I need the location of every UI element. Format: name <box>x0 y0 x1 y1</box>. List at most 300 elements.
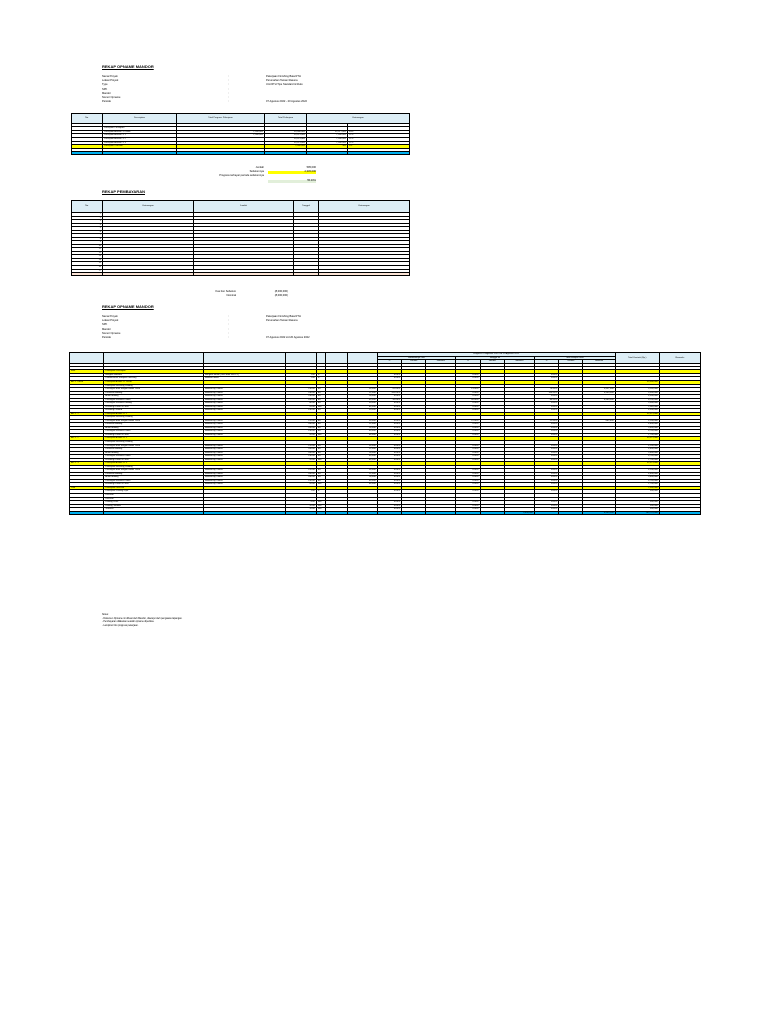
cell-keterangan-value: 7,500,000 <box>307 137 348 141</box>
cell-progress: 1,000,000 <box>177 134 265 138</box>
cell-no: 2 <box>72 216 103 220</box>
note-line: Notes: <box>102 614 109 616</box>
cell-pct-week: 21.00% <box>456 419 480 423</box>
info-label: Lokasi Proyek <box>102 318 119 322</box>
cell-description: Ventilasi <box>104 508 204 512</box>
sheet2-payment-table <box>71 200 410 276</box>
cell-volume: 150.00 <box>285 430 316 434</box>
cell-total-kontrak: 4,200,000 <box>615 419 659 423</box>
cell-nominal: 6,480,000 <box>583 398 615 402</box>
cell-description: Pasangan Keramik Lantai <box>104 398 204 402</box>
cell-total-kontrak: 4,400,000 <box>615 448 659 452</box>
cell-spec: Material by Owner <box>203 483 285 487</box>
cell-description: Pekerjaan Finishing Dinding <box>104 416 204 420</box>
cell-description: Plesteran dinding <box>104 448 204 452</box>
cell-total-kontrak: 1,700,000 <box>615 483 659 487</box>
cell-pct-total: 100.00% <box>534 391 558 395</box>
header-keterangan: Keterangan <box>103 201 194 213</box>
cell-price: 18,000 <box>347 476 377 480</box>
cell-pct-week: 0.00% <box>456 409 480 413</box>
info-colon: : <box>228 96 229 100</box>
cell-pct-total: 0.00% <box>534 504 558 508</box>
grand-total-row <box>70 511 701 515</box>
cell-pct-week: 0.00% <box>456 402 480 406</box>
cell-total-kontrak: 1,700,000 <box>615 458 659 462</box>
header-tanggal: Tanggal <box>294 201 319 213</box>
section-code: Ars L. 3 <box>70 462 104 466</box>
cell-pct-week: 0.00% <box>456 426 480 430</box>
cell-volume: 1.00 <box>285 490 316 494</box>
cell-no: 6 <box>72 230 103 234</box>
summary-label: Kas bon Sebelum <box>215 289 236 293</box>
cell-description: Pekerjaan Arsitek Lt. 2 <box>103 137 177 141</box>
info-colon: : <box>228 74 229 78</box>
cell-price: 22,000 <box>347 472 377 476</box>
section-code: Ars L. 1 <box>70 412 104 416</box>
cell-description: Finishing Kusen & Pintu <box>104 483 204 487</box>
note-line: - Dokumen Opname ini dibuat oleh Mandor, disetujui oleh pengawas lapangan. <box>102 617 183 620</box>
cell-volume: 120.00 <box>285 419 316 423</box>
info-colon: : <box>228 78 229 82</box>
cell-description: Bongkar Material <box>104 373 204 377</box>
cell-description: Pekerjaan Arsitek Lt. Dasar <box>103 130 177 134</box>
header-blank-7 <box>347 353 377 364</box>
cell-pct-total: 0.00% <box>534 426 558 430</box>
cell-total-kontrak: 500,000 <box>615 490 659 494</box>
cell-volume: 24.00 <box>285 405 316 409</box>
cell-total-kontrak: 500,000 <box>615 508 659 512</box>
cell-volume: 10.00 <box>285 504 316 508</box>
info-colon: : <box>228 87 229 91</box>
cell-pct-total: 0.00% <box>534 433 558 437</box>
total-bar-cell <box>72 151 103 154</box>
header-total-progress: Total Progress Pekerjaan <box>177 114 265 124</box>
total-bar-cell <box>307 151 348 154</box>
cell-no: 1 <box>72 213 103 217</box>
cell-spec: Material by Owner <box>203 395 285 399</box>
summary-label: Progress terbayar periode sebelumnya <box>219 174 264 178</box>
info-label: Nomor Opname <box>102 96 121 100</box>
cell-pct-prev: 0.00% <box>377 430 401 434</box>
cell-description: Acian dinding <box>104 476 204 480</box>
cell-progress: 1,500,000 <box>177 130 265 134</box>
grand-total-cumulative: 4,400,000 <box>583 511 615 515</box>
info-value: Perumahan Taman Rasuna <box>266 78 298 82</box>
section-code: Lain <box>70 486 104 490</box>
cell-description: Pekerjaan Persiapan <box>103 127 177 131</box>
cell-volume: 20.00 <box>285 433 316 437</box>
cell-description: Lubang Pintu <box>104 501 204 505</box>
cell-price: 18,000 <box>347 426 377 430</box>
header-total-sampai: Total Sampai Saat <box>534 356 615 360</box>
cell-keterangan-pct: 21% <box>348 134 410 138</box>
cell-no: 3 <box>72 220 103 224</box>
sheet2-title: REKAP PEMBAYARAN <box>102 189 145 194</box>
cell-keterangan-value: 32,377,000 <box>307 130 348 134</box>
cell-volume: 150.00 <box>285 455 316 459</box>
cell-total-kontrak: 4,200,000 <box>615 469 659 473</box>
cell-total-kontrak: 2,040,000 <box>615 405 659 409</box>
cell-description: Lain-lain <box>104 497 204 501</box>
info-colon: : <box>228 91 229 95</box>
summary-value: 55.00% <box>268 180 316 183</box>
cell-total-kontrak: 4,500,000 <box>615 409 659 413</box>
cell-no: 13 <box>72 255 103 259</box>
cell-unit: ls <box>316 490 325 494</box>
cell-pct-total: 0.00% <box>534 451 558 455</box>
cell-empty <box>659 511 700 515</box>
cell-pct-week: 0.00% <box>456 451 480 455</box>
cell-nominal: 5,500,000 <box>583 391 615 395</box>
header-total-kontrak: Total Kontrak (Rp.) <box>615 353 659 364</box>
cell-unit: m2 <box>316 451 325 455</box>
cell-pct-prev: 0.00% <box>377 476 401 480</box>
cell-empty <box>480 511 504 515</box>
cell-pct-week: 0.00% <box>456 469 480 473</box>
cell-keterangan-pct: 21% <box>348 141 410 145</box>
cell-total: 2,000,000 <box>265 145 307 149</box>
cell-unit: ls <box>316 373 325 377</box>
info-colon: : <box>228 327 229 331</box>
cell-pct-prev: 0.00% <box>377 479 401 483</box>
cell-spec: Material by Owner <box>203 444 285 448</box>
cell-empty <box>70 511 104 515</box>
cell-nominal: 882,000 <box>583 419 615 423</box>
cell-description: Pasangan Keramik Lantai <box>104 430 204 434</box>
info-colon: : <box>228 318 229 322</box>
cell-pct-week: 0.00% <box>456 444 480 448</box>
cell-total-kontrak: 3,600,000 <box>615 426 659 430</box>
cell-unit: m2 <box>316 402 325 406</box>
total-bar-cell <box>265 151 307 154</box>
sheet1-totals <box>168 166 316 183</box>
cell-pct-total: 80.00% <box>534 398 558 402</box>
cell-pct-prev: 0.00% <box>377 433 401 437</box>
cell-empty <box>347 511 377 515</box>
cell-total-kontrak: 5,250,000 <box>615 388 659 392</box>
cell-pct-week: 0.00% <box>456 405 480 409</box>
cell-pct-total: 0.00% <box>534 448 558 452</box>
cell-unit: m2 <box>316 388 325 392</box>
info-value: 07 Agustus 2022 s/d 20 Agustus 2022 <box>266 336 310 340</box>
sub-header-pct: % <box>534 360 558 364</box>
total-bar-cell <box>103 151 177 154</box>
total-bar-cell <box>72 273 103 276</box>
cell-pct-week: 0.00% <box>456 472 480 476</box>
sheet2-totals <box>140 290 288 299</box>
cell-pct-total: 0.00% <box>534 409 558 413</box>
cell-volume: 150.00 <box>285 479 316 483</box>
cell-pct-prev: 0.00% <box>377 395 401 399</box>
cell-volume: 250.00 <box>285 391 316 395</box>
info-label: Mandor <box>102 327 111 331</box>
cell-spec: Material by Owner <box>203 472 285 476</box>
cell-description: Pasangan Bata Ringan Hebel 10cm <box>104 388 204 392</box>
cell-volume: 200.00 <box>285 472 316 476</box>
header-total-pekerjaan: Total Pekerjaan <box>265 114 307 124</box>
summary-value: (8,000,000) <box>274 293 288 297</box>
cell-spec: Material by Owner <box>203 476 285 480</box>
cell-spec: Material by Owner <box>203 398 285 402</box>
cell-no: 7 <box>72 234 103 238</box>
cell-pct-total: 0.00% <box>534 444 558 448</box>
cell-total-kontrak: 3,600,000 <box>615 476 659 480</box>
cell-unit: ls <box>316 377 325 381</box>
cell-pct-total: 0.00% <box>534 430 558 434</box>
cell-pct-total: 0.00% <box>534 373 558 377</box>
cell-total-kontrak: 5,500,000 <box>615 391 659 395</box>
cell-spec: Material Inbox <box>203 377 285 381</box>
cell-pct-total: 0.00% <box>534 405 558 409</box>
info-value: Pekerjaan Finishing Bata RTH <box>266 314 301 318</box>
summary-row <box>168 179 316 183</box>
cell-pct-total: 0.00% <box>534 508 558 512</box>
info-row <box>102 336 466 340</box>
cell-price: 35,000 <box>347 444 377 448</box>
cell-pct-prev: 62.00% <box>377 388 401 392</box>
header-progress-period: Progress 07 Agustus 2022 s/d 20 Agustus 2022 <box>377 353 615 357</box>
cell-total-kontrak: 500,000 <box>615 501 659 505</box>
cell-no: 15 <box>72 262 103 266</box>
section-title: Pekerjaan Lain-lain <box>104 486 204 490</box>
cell-unit: m2 <box>316 448 325 452</box>
cell-price: 85,000 <box>347 483 377 487</box>
cell-total-kontrak: 6,750,000 <box>615 479 659 483</box>
cell-price: 45,000 <box>347 455 377 459</box>
summary-value: 2,345,000 <box>268 171 316 174</box>
cell-description: Plesteran dinding <box>104 472 204 476</box>
cell-unit: m2 <box>316 455 325 459</box>
total-bar-cell <box>319 273 410 276</box>
cell-pct-week: 0.00% <box>456 455 480 459</box>
cell-description: Finishing Plafond <box>104 409 204 413</box>
section-title: Pekerjaan Arsitek Lt. Dasar <box>104 380 204 384</box>
cell-no: 10 <box>72 244 103 248</box>
header-keterangan: Keterangan <box>307 114 410 124</box>
cell-unit: unit <box>316 433 325 437</box>
cell-price: 85,000 <box>347 433 377 437</box>
cell-unit: m2 <box>316 469 325 473</box>
cell-spec: Material by Owner <box>203 469 285 473</box>
cell-spec: Material by Owner <box>203 430 285 434</box>
cell-spec: Material by Owner <box>203 448 285 452</box>
header-blank-2 <box>104 353 204 364</box>
total-bar-cell <box>294 273 319 276</box>
cell-keterangan-pct: 59% <box>348 130 410 134</box>
cell-pct-prev: 0.00% <box>377 508 401 512</box>
sub-header-nominal: Nominal <box>583 360 615 364</box>
cell-no: 8 <box>72 237 103 241</box>
cell-pct-total: 0.00% <box>534 501 558 505</box>
cell-description: Pekerjaan Finishing Dinding <box>104 465 204 469</box>
cell-total-kontrak: 1,700,000 <box>615 433 659 437</box>
cell-pct-week: 0.00% <box>456 423 480 427</box>
cell-no: 9 <box>72 241 103 245</box>
section-code: Item <box>70 370 104 374</box>
info-label: Mandor <box>102 91 111 95</box>
header-blank-5 <box>316 353 325 364</box>
cell-nominal: 3,937,500 <box>583 388 615 392</box>
cell-description: Pekerjaan Lain-lain <box>103 145 177 149</box>
cell-price: 45,000 <box>347 398 377 402</box>
info-colon: : <box>228 83 229 87</box>
cell-volume: 180.00 <box>285 398 316 402</box>
sheet3-project-info <box>102 315 466 341</box>
cell-no: 17 <box>72 269 103 273</box>
cell-pct-total: 0.00% <box>534 423 558 427</box>
info-value: Perumahan Taman Rasuna <box>266 318 298 322</box>
cell-description: Lubang Jendela <box>104 504 204 508</box>
cell-pct-week: 0.00% <box>456 373 480 377</box>
section-title: Pekerjaan Arsitek Lt. 1 <box>104 412 204 416</box>
sheet1-project-info <box>102 75 466 105</box>
section-code: Ars L. Dasar <box>70 380 104 384</box>
cell-description: Plesteran dinding <box>104 423 204 427</box>
cell-description: Acian dinding <box>104 395 204 399</box>
cell-total-kontrak: 4,200,000 <box>615 444 659 448</box>
cell-volume: 200.00 <box>285 451 316 455</box>
sub-header-pct: % <box>456 360 480 364</box>
sub-header-nominal: Nominal <box>426 360 456 364</box>
cell-description: Acian dinding <box>104 426 204 430</box>
header-blank-3 <box>203 353 285 364</box>
cell-unit: m2 <box>316 423 325 427</box>
cell-pct-total: 0.00% <box>534 377 558 381</box>
cell-price: 30,000 <box>347 409 377 413</box>
header-no: No. <box>72 114 103 124</box>
header-minggu-ini: Minggu Ini <box>456 356 535 360</box>
cell-unit: m2 <box>316 409 325 413</box>
total-bar-cell <box>177 151 265 154</box>
cell-pct-total: 0.00% <box>534 479 558 483</box>
cell-volume: 150.00 <box>285 388 316 392</box>
section-total: 2,000,000 <box>615 486 659 490</box>
cell-pct-prev: 0.00% <box>377 504 401 508</box>
cell-pct-week: 0.00% <box>456 391 480 395</box>
cell-spec: Material by Owner <box>203 423 285 427</box>
cell-empty <box>203 511 285 515</box>
cell-spec: Material by Owner <box>203 402 285 406</box>
cell-pct-prev: 0.00% <box>377 444 401 448</box>
cell-volume: 10.00 <box>285 508 316 512</box>
header-blank-6 <box>325 353 347 364</box>
info-label: Type <box>102 83 108 87</box>
cell-empty <box>377 511 401 515</box>
cell-unit: unit <box>316 504 325 508</box>
cell-spec: Material by Owner <box>203 419 285 423</box>
cell-unit: m2 <box>316 395 325 399</box>
cell-spec: Material by Owner <box>203 433 285 437</box>
cell-description: Acian dinding <box>104 451 204 455</box>
cell-total-kontrak: 6,750,000 <box>615 455 659 459</box>
cell-volume: 200.00 <box>285 426 316 430</box>
grand-total-kontrak: 163,725,000 <box>615 511 659 515</box>
info-label: Periode <box>102 336 111 340</box>
sub-header-volume: Volume <box>480 360 504 364</box>
header-jumlah: Jumlah <box>194 201 294 213</box>
cell-description: Finishing Kusen & Pintu <box>104 458 204 462</box>
cell-volume: 60.00 <box>285 402 316 406</box>
cell-empty <box>325 511 347 515</box>
cell-pct-week: 0.00% <box>456 458 480 462</box>
cell-pct-total: 0.00% <box>534 483 558 487</box>
total-bar-row <box>72 151 410 154</box>
cell-price: 45,000 <box>347 430 377 434</box>
note-line: - Pembayaran dilakukan setelah opname diperiksa. <box>102 621 155 624</box>
cell-unit: unit <box>316 501 325 505</box>
cell-unit: m2 <box>316 444 325 448</box>
cell-unit: m2 <box>316 391 325 395</box>
sheet3-notes <box>102 614 182 629</box>
cell-total-kontrak: 3,600,000 <box>615 451 659 455</box>
total-bar-row <box>72 273 410 276</box>
cell-pct-week: 13.00% <box>456 388 480 392</box>
summary-label: Nominal <box>226 293 236 297</box>
cell-description: Finishing Kusen & Pintu <box>104 433 204 437</box>
cell-spec: Material by Owner <box>203 405 285 409</box>
cell-description: Pekerjaan Arsitek Lt. 3 <box>103 141 177 145</box>
cell-pct-prev: 0.00% <box>377 458 401 462</box>
total-bar-cell <box>103 273 194 276</box>
info-label: Nama Proyek <box>102 314 118 318</box>
cell-description: Pembersihan Sampah Finishing <box>104 377 204 381</box>
cell-pct-total: 21.00% <box>534 419 558 423</box>
cell-description: Pekerjaan Finishing Dinding <box>104 441 204 445</box>
section-title: Pekerjaan Arsitek Lt. 2 <box>104 437 204 441</box>
info-colon: : <box>228 314 229 318</box>
cell-pct-prev: 50.00% <box>377 398 401 402</box>
cell-pct-week: 0.00% <box>456 490 480 494</box>
cell-spec: Material by Owner <box>203 451 285 455</box>
section-total: 35,575,000 <box>615 412 659 416</box>
cell-pct-prev: 0.00% <box>377 419 401 423</box>
cell-total: 35,575,000 <box>265 137 307 141</box>
total-bar-cell <box>194 273 294 276</box>
sheet1-summary-table <box>71 113 410 155</box>
info-value: 07 Agustus 2022 - 20 Agustus 2022 <box>266 100 307 104</box>
cell-description: Pasangan Bata Ringan Hebel 10cm <box>104 419 204 423</box>
cell-pct-prev: 0.00% <box>377 455 401 459</box>
cell-pct-prev: 0.00% <box>377 423 401 427</box>
cell-total: 35,575,000 <box>265 134 307 138</box>
cell-unit: m2 <box>316 398 325 402</box>
cell-description: Pekerjaan Arsitek Lt. 1 <box>103 134 177 138</box>
cell-volume: 150.00 <box>285 409 316 413</box>
cell-empty <box>402 511 426 515</box>
grand-total-week: 3,000,000 <box>504 511 534 515</box>
cell-total: 35,575,000 <box>265 141 307 145</box>
cell-unit: m2 <box>316 472 325 476</box>
cell-pct-prev: 100.00% <box>377 391 401 395</box>
info-label: SPK <box>102 323 108 327</box>
cell-volume: 8.00 <box>285 501 316 505</box>
header-blank-1 <box>70 353 104 364</box>
cell-description: Lain-lain <box>104 493 204 497</box>
cell-keterangan-pct: 21% <box>348 137 410 141</box>
summary-value: (8,000,000) <box>274 289 288 293</box>
section-code: Ars L. 2 <box>70 437 104 441</box>
cell-total-kontrak: 8,100,000 <box>615 398 659 402</box>
cell-unit: unit <box>316 458 325 462</box>
cell-pct-total: 0.00% <box>534 458 558 462</box>
cell-pct-week: 0.00% <box>456 504 480 508</box>
info-label: Lokasi Proyek <box>102 78 119 82</box>
info-label: Nomor Opname <box>102 331 121 335</box>
cell-volume: 200.00 <box>285 448 316 452</box>
cell-total-kontrak: 6,750,000 <box>615 430 659 434</box>
info-colon: : <box>228 100 229 104</box>
cell-description: Pekerjaan Pasang Pipa <box>104 490 204 494</box>
